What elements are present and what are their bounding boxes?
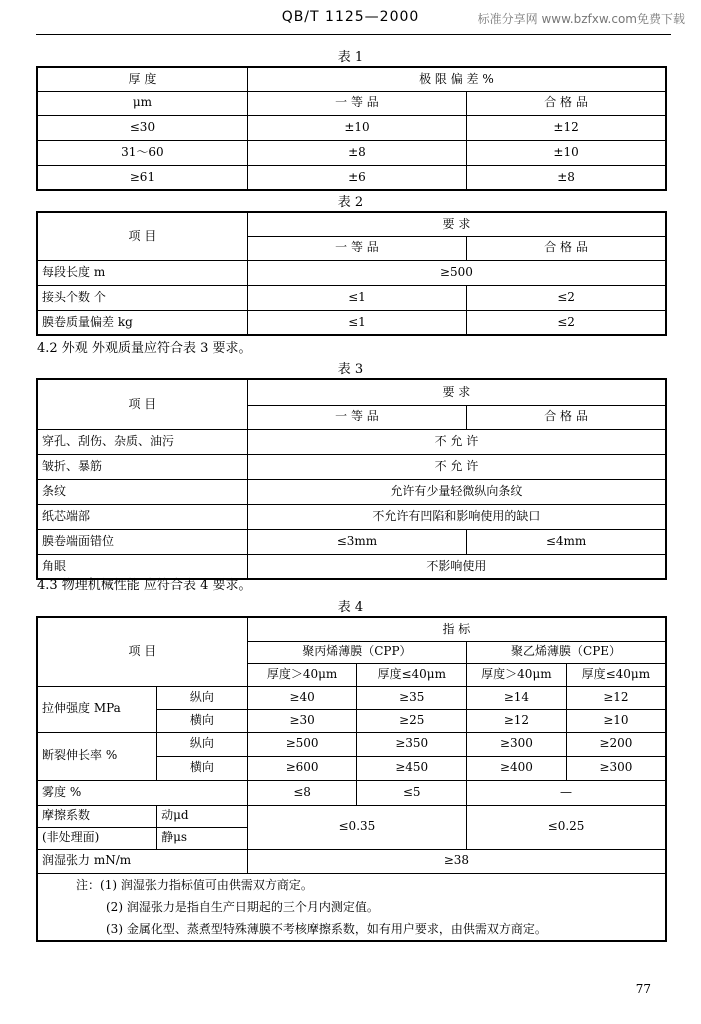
t2-head-grade1: 一 等 品 (247, 236, 466, 260)
standard-number: QB/T 1125—2000 (281, 9, 420, 25)
section-4-2: 4.2 外观 外观质量应符合表 3 要求。 (37, 341, 252, 356)
table2 (36, 211, 667, 336)
watermark: 标准分享网 www.bzfxw.com免费下载 (477, 12, 685, 26)
table4-caption: 表 4 (337, 600, 364, 615)
t4-val: ≥10 (566, 709, 666, 732)
t4-dir: 横向 (157, 709, 248, 732)
t2-item: 每段长度 m (37, 260, 247, 285)
t4-head-cpe-b: 厚度≤40μm (566, 663, 666, 686)
table1-caption: 表 1 (337, 50, 364, 65)
table3-caption: 表 3 (337, 362, 364, 377)
t3-merged: 允许有少量轻微纵向条纹 (247, 479, 666, 504)
t1-g2: ±8 (467, 165, 666, 190)
table4 (36, 616, 667, 942)
t4-wetting-label: 润湿张力 mN/m (37, 849, 247, 873)
t1-head-grade2: 合 格 品 (467, 91, 666, 115)
t4-dir: 纵向 (157, 686, 248, 709)
table3 (36, 378, 667, 580)
t4-friction-cpp: ≤0.35 (247, 805, 466, 849)
t1-head-unit: μm (37, 91, 247, 115)
t4-val: ≥35 (357, 686, 467, 709)
t1-g1: ±8 (247, 140, 466, 165)
t3-g2: ≤4mm (467, 529, 666, 554)
t4-dir: 纵向 (157, 732, 248, 756)
table1 (36, 66, 667, 191)
t1-head-grade1: 一 等 品 (247, 91, 466, 115)
t3-merged: 不 允 许 (247, 454, 666, 479)
t4-dir: 横向 (157, 756, 248, 780)
t3-item: 穿孔、刮伤、杂质、油污 (37, 429, 247, 454)
t4-friction-stat: 静μs (157, 827, 248, 849)
t4-note-prefix: 注： (76, 877, 101, 892)
t4-elongation-label: 断裂伸长率 % (37, 732, 157, 780)
t4-haze-v3: — (467, 780, 666, 805)
t3-merged: 不允许有凹陷和影响使用的缺口 (247, 504, 666, 529)
t4-friction-label-2: (非处理面) (37, 827, 157, 849)
t4-val: ≥350 (357, 732, 467, 756)
t4-friction-cpe: ≤0.25 (467, 805, 666, 849)
t4-haze-label: 雾度 % (37, 780, 247, 805)
t4-val: ≥500 (247, 732, 357, 756)
t1-range: 31～60 (37, 140, 247, 165)
t3-item: 皱折、暴筋 (37, 454, 247, 479)
t3-merged: 不影响使用 (247, 554, 666, 579)
t2-g1: ≤1 (247, 310, 466, 335)
t2-merged: ≥500 (247, 260, 666, 285)
t2-head-req: 要 求 (247, 212, 666, 236)
t3-item: 角眼 (37, 554, 247, 579)
t2-g2: ≤2 (467, 285, 666, 310)
t4-head-item: 项 目 (37, 617, 247, 686)
header-rule (36, 34, 671, 35)
t4-friction-dyn: 动μd (157, 805, 248, 827)
t3-item: 纸芯端部 (37, 504, 247, 529)
t4-val: ≥40 (247, 686, 357, 709)
t4-val: ≥400 (467, 756, 567, 780)
t1-g2: ±10 (467, 140, 666, 165)
t1-range: ≥61 (37, 165, 247, 190)
section-4-3: 4.3 物理机械性能 应符合表 4 要求。 (37, 578, 252, 593)
t2-g2: ≤2 (467, 310, 666, 335)
t2-item: 膜卷质量偏差 kg (37, 310, 247, 335)
t2-head-grade2: 合 格 品 (467, 236, 666, 260)
t4-head-cpp-b: 厚度≤40μm (357, 663, 467, 686)
t4-val: ≥12 (467, 709, 567, 732)
t4-val: ≥12 (566, 686, 666, 709)
t4-head-index: 指 标 (247, 617, 666, 641)
t2-g1: ≤1 (247, 285, 466, 310)
t3-item: 条纹 (37, 479, 247, 504)
t4-val: ≥14 (467, 686, 567, 709)
t1-head-thickness: 厚 度 (37, 67, 247, 91)
t4-wetting-value: ≥38 (247, 849, 666, 873)
t4-val: ≥450 (357, 756, 467, 780)
t4-val: ≥30 (247, 709, 357, 732)
t4-haze-v2: ≤5 (357, 780, 467, 805)
t4-head-cpp: 聚丙烯薄膜（CPP） (247, 641, 466, 663)
t3-merged: 不 允 许 (247, 429, 666, 454)
table2-caption: 表 2 (337, 195, 364, 210)
t4-note-1: 注：(1) 润湿张力指标值可由供需双方商定。 (76, 877, 313, 892)
t4-val: ≥600 (247, 756, 357, 780)
t4-val: ≥300 (566, 756, 666, 780)
t1-head-deviation: 极 限 偏 差 % (247, 67, 666, 91)
t4-haze-v1: ≤8 (247, 780, 357, 805)
t4-note-3: (3) 金属化型、蒸煮型特殊薄膜不考核摩擦系数，如有用户要求，由供需双方商定。 (106, 921, 547, 936)
t3-head-grade1: 一 等 品 (247, 405, 466, 429)
page-number: 77 (635, 982, 651, 996)
t4-friction-label: 摩擦系数 (37, 805, 157, 827)
t1-g1: ±10 (247, 115, 466, 140)
t4-val: ≥200 (566, 732, 666, 756)
t4-val: ≥300 (467, 732, 567, 756)
t4-note-2: (2) 润湿张力是指自生产日期起的三个月内测定值。 (106, 899, 379, 914)
t3-item: 膜卷端面错位 (37, 529, 247, 554)
t4-val: ≥25 (357, 709, 467, 732)
t4-head-cpe: 聚乙烯薄膜（CPE） (467, 641, 666, 663)
t4-notes (37, 873, 666, 941)
t3-head-req: 要 求 (247, 379, 666, 405)
t1-range: ≤30 (37, 115, 247, 140)
t1-g2: ±12 (467, 115, 666, 140)
t1-g1: ±6 (247, 165, 466, 190)
t4-head-cpe-a: 厚度＞40μm (467, 663, 567, 686)
t2-head-item: 项 目 (37, 212, 247, 260)
t3-g1: ≤3mm (247, 529, 466, 554)
t2-item: 接头个数 个 (37, 285, 247, 310)
t4-tensile-label: 拉伸强度 MPa (37, 686, 157, 732)
t3-head-item: 项 目 (37, 379, 247, 429)
t4-head-cpp-a: 厚度＞40μm (247, 663, 357, 686)
t3-head-grade2: 合 格 品 (467, 405, 666, 429)
